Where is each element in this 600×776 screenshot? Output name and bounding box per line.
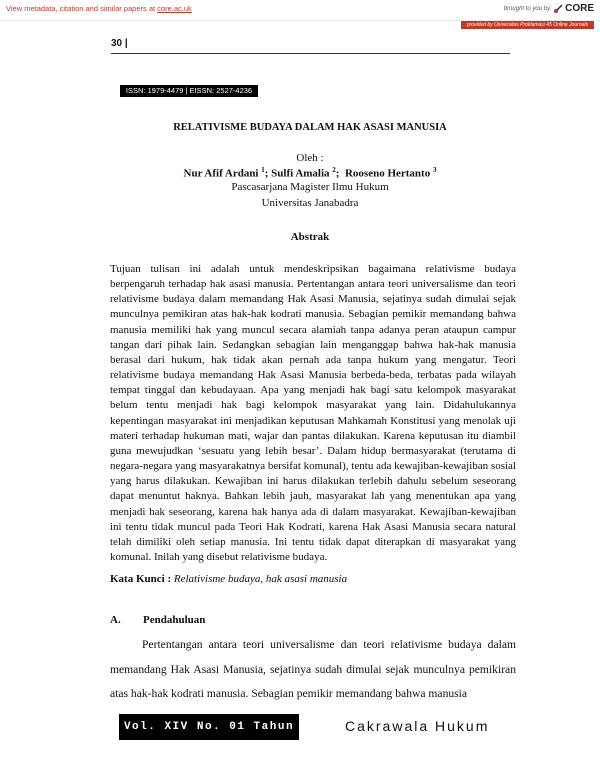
core-logo-icon (553, 4, 563, 14)
author-name: Rooseno Hertanto (344, 167, 431, 180)
issn-badge: ISSN: 1979-4479 | EISSN: 2527-4236 (120, 85, 258, 97)
keywords-value: Relativisme budaya, hak asasi manusia (173, 573, 348, 585)
view-metadata-link[interactable] (6, 4, 192, 13)
article-title: RELATIVISME BUDAYA DALAM HAK ASASI MANUSIA (173, 122, 447, 133)
affiliation-university: Universitas Janabadra (261, 197, 359, 209)
core-banner (0, 0, 600, 21)
keywords-label: Kata Kunci : (110, 573, 172, 585)
abstract-text: Tujuan tulisan ini adalah untuk mendeskripsikan bagaimana relativisme budaya berpengaruh terhadap hak asasi manusia. Pertentangan antara teori universalisme dan teori relativisme budaya dalam memandang Hak Asasi Manusia, sejatinya sudah dimulai sejak munculnya pemikiran atas hak-hak kodrati manusia. Sebagian pemikir memandang bahwa manusia memiliki hak yang muncul secara alamiah tanpa adanya peran ataupun campur tangan dari pihak lain. Sedangkan sebagian lain menganggap bahwa hak-hak manusia berasal dari hukum, hak tidak akan pernah ada tanpa hukum yang mengatur. Teori relativisme budaya memandang Hak Asasi Manusia berbeda-beda, terbatas pada wilayah tempat tinggal dan kebudayaan. Apa yang menjadi hak bagi satu kelompok masyarakat belum tentu menjadi hak bagi kelompok masyarakat yang lain. Didahulukannya kepentingan masyarakat ini menjadikan keputusan Mahkamah Konstitusi yang menolak uji materi terhadap hukuman mati, wajar dan pantas dilakukan. Karena keputusan itu diambil guna mewujudkan ‘sesuatu yang lebih besar’. Dalam hidup bermasyarakat (terutama di negara-negara yang masyarakatnya bersifat komunal), tentu ada kewajiban-kewajiban sosial yang harus dilakukan. Kewajiban ini harus dilakukan terlebih dahulu sebelum seseorang dapat menuntut haknya. Bahkan lebih jauh, masyarakat lah yang menentukan apa yang menjadi hak seseorang, karena hak hanya ada di dalam masyarakat. Kewajiban-kewajiban ini tentu tidak muncul pada Teori Hak Kodrati, karena Hak Asasi Manusia secara natural telah dimiliki oleh setiap manusia. Ini tentu tidak dapat diterapkan di masyarakat yang komunal. Inilah yang disebut relativisme budaya. (110, 263, 516, 563)
author-affil-mark: 3 (432, 166, 437, 174)
core-label: CORE (565, 3, 594, 14)
section-title: Pendahuluan (143, 614, 206, 626)
volume-badge: Vol. XIV No. 01 Tahun 2017 (119, 714, 299, 740)
author-list (110, 166, 510, 180)
author-separator: ; (264, 167, 269, 180)
author-separator: ; (335, 167, 340, 180)
header-divider (111, 53, 510, 54)
abstract-heading: Abstrak (290, 231, 330, 243)
author-affil-mark: 1 (261, 166, 265, 174)
section-heading (110, 614, 510, 626)
author-name: Sulfi Amalia (271, 167, 330, 180)
author-name: Nur Afif Ardani (183, 167, 259, 180)
core-logo[interactable] (553, 3, 594, 14)
core-ac-uk-link[interactable]: core.ac.uk (157, 4, 192, 13)
link-prefix: View metadata, citation and similar papers at (6, 4, 158, 13)
provided-by-badge[interactable]: provided by Universitas Proklamasi 45 Online Journals (461, 21, 594, 29)
affiliation-program: Pascasarjana Magister Ilmu Hukum (231, 181, 389, 193)
author-affil-mark: 2 (332, 166, 336, 174)
brought-by-text: brought to you by (503, 5, 551, 12)
section-number: A. (110, 614, 121, 626)
journal-name: Cakrawala Hukum (345, 718, 490, 734)
keywords (110, 573, 510, 585)
brought-to-you-by (504, 3, 594, 14)
page-number: 30 | (111, 38, 128, 49)
by-label: Oleh : (296, 152, 324, 164)
intro-paragraph: Pertentangan antara teori universalisme dan teori relativisme budaya dalam memandang Hak Asasi Manusia, sejatinya sudah dimulai sejak munculnya pemikiran atas hak-hak kodrati manusia. Sebagian pemikir memandang bahwa manusia (110, 638, 516, 700)
